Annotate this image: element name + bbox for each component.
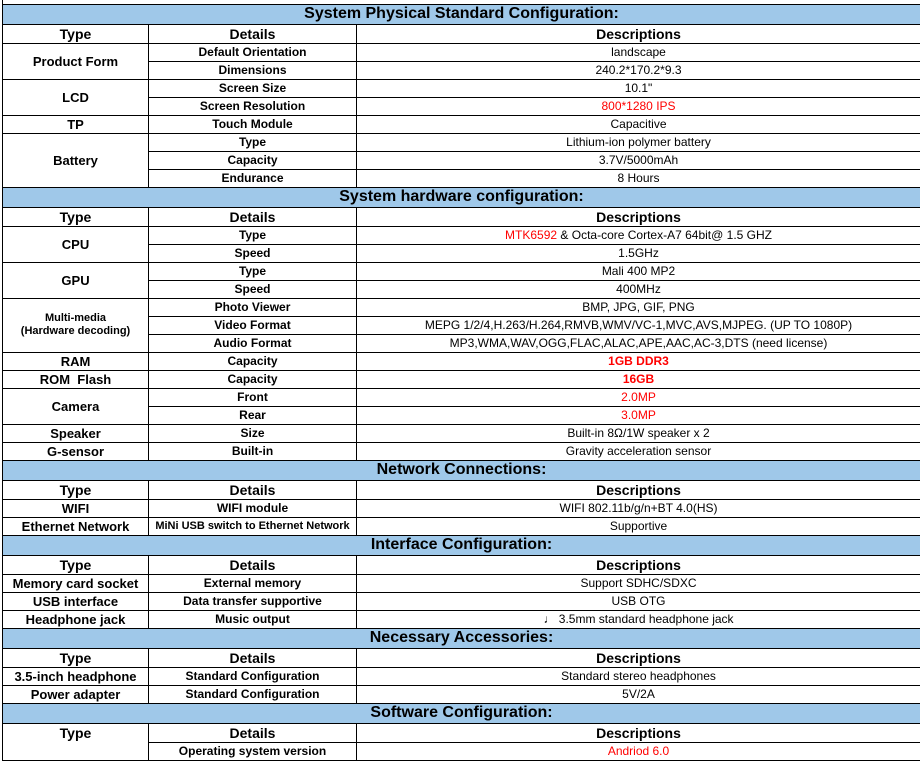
section-network-title: Network Connections:	[3, 460, 920, 480]
detail-screen-size: Screen Size	[149, 79, 357, 97]
detail-data-transfer: Data transfer supportive	[149, 592, 357, 610]
detail-photo-viewer: Photo Viewer	[149, 298, 357, 316]
music-note-icon: ♩	[543, 612, 556, 626]
value-power-adapter: 5V/2A	[357, 685, 920, 703]
detail-speaker-size: Size	[149, 424, 357, 442]
col-header-descriptions: Descriptions	[357, 24, 920, 43]
detail-audio-format: Audio Format	[149, 334, 357, 352]
type-camera: Camera	[3, 388, 149, 424]
detail-camera-rear: Rear	[149, 406, 357, 424]
type-g-sensor: G-sensor	[3, 442, 149, 460]
type-ram: RAM	[3, 352, 149, 370]
detail-default-orientation: Default Orientation	[149, 43, 357, 61]
col-header-type: Type	[3, 480, 149, 499]
type-memory-card: Memory card socket	[3, 574, 149, 592]
detail-os-version: Operating system version	[149, 742, 357, 760]
value-gpu-speed: 400MHz	[357, 280, 920, 298]
col-header-descriptions: Descriptions	[357, 480, 920, 499]
type-speaker: Speaker	[3, 424, 149, 442]
type-gpu: GPU	[3, 262, 149, 298]
spec-table	[2, 0, 920, 761]
value-speaker-size: Built-in 8Ω/1W speaker x 2	[357, 424, 920, 442]
value-touch-module: Capacitive	[357, 115, 920, 133]
value-battery-capacity: 3.7V/5000mAh	[357, 151, 920, 169]
type-rom-flash: ROM Flash	[3, 370, 149, 388]
value-battery-endurance: 8 Hours	[357, 169, 920, 187]
section-accessories-title: Necessary Accessories:	[3, 628, 920, 648]
multimedia-label: Multi-media	[44, 311, 107, 324]
type-product-form: Product Form	[3, 43, 149, 79]
section-interface-title: Interface Configuration:	[3, 535, 920, 555]
value-ram-capacity: 1GB DDR3	[357, 352, 920, 370]
detail-rom-capacity: Capacity	[149, 370, 357, 388]
multimedia-sublabel: (Hardware decoding)	[20, 325, 131, 337]
detail-g-sensor: Built-in	[149, 442, 357, 460]
value-data-transfer: USB OTG	[357, 592, 920, 610]
value-os-version: Andriod 6.0	[357, 742, 920, 760]
col-header-descriptions: Descriptions	[357, 648, 920, 667]
value-g-sensor: Gravity acceleration sensor	[357, 442, 920, 460]
detail-camera-front: Front	[149, 388, 357, 406]
detail-gpu-type: Type	[149, 262, 357, 280]
type-ethernet: Ethernet Network	[3, 517, 149, 535]
col-header-type: Type	[3, 555, 149, 574]
detail-gpu-speed: Speed	[149, 280, 357, 298]
value-dimensions: 240.2*170.2*9.3	[357, 61, 920, 79]
value-wifi-module: WIFI 802.11b/g/n+BT 4.0(HS)	[357, 499, 920, 517]
type-multimedia	[3, 298, 149, 352]
value-cpu-speed: 1.5GHz	[357, 244, 920, 262]
col-header-details: Details	[149, 480, 357, 499]
detail-external-memory: External memory	[149, 574, 357, 592]
cpu-description: & Octa-core Cortex-A7 64bit@ 1.5 GHZ	[557, 228, 772, 242]
type-headphone-jack: Headphone jack	[3, 610, 149, 628]
detail-battery-type: Type	[149, 133, 357, 151]
col-header-type: Type	[3, 24, 149, 43]
col-header-details: Details	[149, 555, 357, 574]
headphone-jack-description: 3.5mm standard headphone jack	[558, 612, 734, 626]
col-header-descriptions: Descriptions	[357, 723, 920, 742]
detail-power-adapter: Standard Configuration	[149, 685, 357, 703]
value-ethernet: Supportive	[357, 517, 920, 535]
detail-music-output: Music output	[149, 610, 357, 628]
detail-video-format: Video Format	[149, 316, 357, 334]
detail-battery-endurance: Endurance	[149, 169, 357, 187]
detail-dimensions: Dimensions	[149, 61, 357, 79]
detail-touch-module: Touch Module	[149, 115, 357, 133]
detail-cpu-speed: Speed	[149, 244, 357, 262]
detail-battery-capacity: Capacity	[149, 151, 357, 169]
value-video-format: MEPG 1/2/4,H.263/H.264,RMVB,WMV/VC-1,MVC,AVS,MJPEG. (UP TO 1080P)	[357, 316, 920, 334]
detail-ram-capacity: Capacity	[149, 352, 357, 370]
col-header-details: Details	[149, 207, 357, 226]
col-header-type: Type	[3, 207, 149, 226]
type-tp: TP	[3, 115, 149, 133]
detail-cpu-type: Type	[149, 226, 357, 244]
cpu-model: MTK6592	[505, 228, 558, 242]
type-power-adapter: Power adapter	[3, 685, 149, 703]
value-external-memory: Support SDHC/SDXC	[357, 574, 920, 592]
value-music-output	[357, 610, 920, 628]
col-header-descriptions: Descriptions	[357, 555, 920, 574]
value-camera-front: 2.0MP	[357, 388, 920, 406]
section-hardware-title: System hardware configuration:	[3, 187, 920, 207]
value-cpu-type	[357, 226, 920, 244]
section-software-title: Software Configuration:	[3, 703, 920, 723]
type-wifi: WIFI	[3, 499, 149, 517]
detail-screen-resolution: Screen Resolution	[149, 97, 357, 115]
value-screen-size: 10.1"	[357, 79, 920, 97]
col-header-type: Type	[3, 648, 149, 667]
col-header-descriptions: Descriptions	[357, 207, 920, 226]
value-audio-format: MP3,WMA,WAV,OGG,FLAC,ALAC,APE,AAC,AC-3,DTS (need license)	[357, 334, 920, 352]
detail-ethernet: MiNi USB switch to Ethernet Network	[149, 517, 357, 535]
type-cpu: CPU	[3, 226, 149, 262]
col-header-details: Details	[149, 648, 357, 667]
type-lcd: LCD	[3, 79, 149, 115]
section-physical-title: System Physical Standard Configuration:	[3, 4, 920, 24]
value-gpu-type: Mali 400 MP2	[357, 262, 920, 280]
col-header-type	[3, 723, 149, 760]
detail-wifi-module: WIFI module	[149, 499, 357, 517]
value-photo-viewer: BMP, JPG, GIF, PNG	[357, 298, 920, 316]
type-usb-interface: USB interface	[3, 592, 149, 610]
col-header-details: Details	[149, 723, 357, 742]
type-battery: Battery	[3, 133, 149, 187]
value-battery-type: Lithium-ion polymer battery	[357, 133, 920, 151]
value-default-orientation: landscape	[357, 43, 920, 61]
col-header-type-label: Type	[59, 724, 92, 741]
value-rom-capacity: 16GB	[357, 370, 920, 388]
value-camera-rear: 3.0MP	[357, 406, 920, 424]
type-headphone-accessory: 3.5-inch headphone	[3, 667, 149, 685]
value-headphone-accessory: Standard stereo headphones	[357, 667, 920, 685]
detail-headphone-accessory: Standard Configuration	[149, 667, 357, 685]
col-header-details: Details	[149, 24, 357, 43]
value-screen-resolution: 800*1280 IPS	[357, 97, 920, 115]
